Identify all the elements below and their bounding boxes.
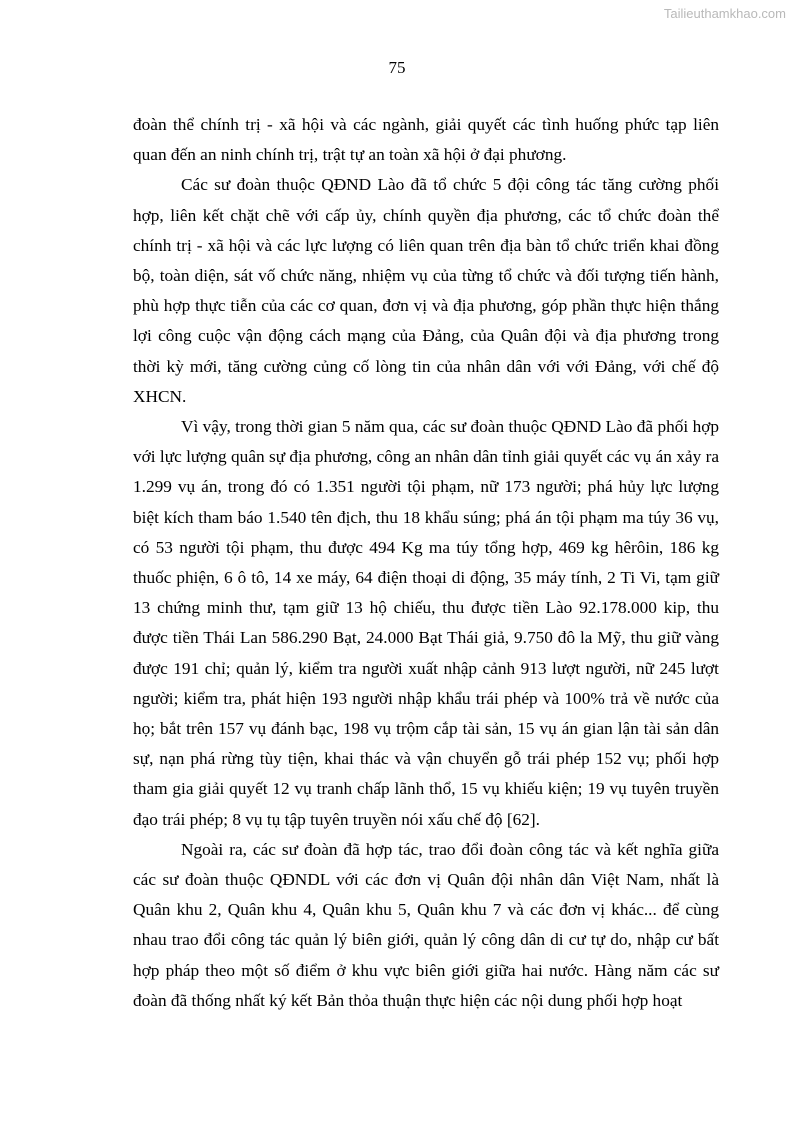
- paragraph-cooperation: Ngoài ra, các sư đoàn đã hợp tác, trao đổi đoàn công tác và kết nghĩa giữa các sư đoàn thuộc QĐNDL với các đơn vị Quân đội nhân dân Việt Nam, nhất là Quân khu 2, Quân khu 4, Quân khu 5, Quân khu 7 và các đơn vị khác... để cùng nhau trao đổi công tác quản lý biên giới, quản lý công dân di cư tự do, nhập cư bất hợp pháp theo một số điểm ở khu vực biên giới giữa hai nước. Hàng năm các sư đoàn đã thống nhất ký kết Bản thỏa thuận thực hiện các nội dung phối hợp hoạt: [133, 839, 719, 1010]
- page-number: 75: [388, 58, 406, 77]
- paragraph-continuation: đoàn thể chính trị - xã hội và các ngành, giải quyết các tình huống phức tạp liên quan đến an ninh chính trị, trật tự an toàn xã hội ở đại phương.: [133, 115, 719, 165]
- paragraph-results: Vì vậy, trong thời gian 5 năm qua, các sư đoàn thuộc QĐND Lào đã phối hợp với lực lượng quân sự địa phương, công an nhân dân tỉnh giải quyết các vụ án xảy ra 1.299 vụ án, trong đó có 1.351 người tội phạm, nữ 173 người; phá hủy lực lượng biệt kích tham báo 1.540 tên địch, thu 18 khẩu súng; phá án tội phạm ma túy 36 vụ, có 53 người tội phạm, thu được 494 Kg ma túy tổng hợp, 469 kg hêrôin, 186 kg thuốc phiện, 6 ô tô, 14 xe máy, 64 điện thoại di động, 35 máy tính, 2 Ti Vi, tạm giữ 13 chứng minh thư, tạm giữ 13 hộ chiếu, thu được tiền Lào 92.178.000 kip, thu được tiền Thái Lan 586.290 Bạt, 24.000 Bạt Thái giả, 9.750 đô la Mỹ, thu giữ vàng được 191 chỉ; quản lý, kiểm tra người xuất nhập cảnh 913 lượt người, nữ 245 lượt người; kiểm tra, phát hiện 193 người nhập khẩu trái phép và 100% trả về nước của họ; bắt trên 157 vụ đánh bạc, 198 vụ trộm cắp tài sản, 15 vụ án gian lận tài sản dân sự, nạn phá rừng tùy tiện, khai thác và vận chuyển gỗ trái phép 152 vụ; phối hợp tham gia giải quyết 12 vụ tranh chấp lãnh thổ, 15 vụ khiếu kiện; 19 vụ tuyên truyền đạo trái phép; 8 vụ tụ tập tuyên truyền nói xấu chế độ [62].: [133, 417, 719, 829]
- document-body: [133, 110, 719, 1016]
- paragraph-work-teams: Các sư đoàn thuộc QĐND Lào đã tổ chức 5 đội công tác tăng cường phối hợp, liên kết chặt chẽ với cấp ủy, chính quyền địa phương, các tổ chức đoàn thể chính trị - xã hội và các lực lượng có liên quan trên địa bàn tổ chức triển khai đồng bộ, toàn diện, sát vố chức năng, nhiệm vụ của từng tổ chức và đối tượng tiến hành, phù hợp thực tiễn của các cơ quan, đơn vị và địa phương, góp phần thực hiện thắng lợi công cuộc vận động cách mạng của Đảng, của Quân đội và địa phương trong thời kỳ mới, tăng cường củng cố lòng tin của nhân dân với với Đảng, với chế độ XHCN.: [133, 175, 719, 406]
- watermark: Tailieuthamkhao.com: [663, 6, 786, 21]
